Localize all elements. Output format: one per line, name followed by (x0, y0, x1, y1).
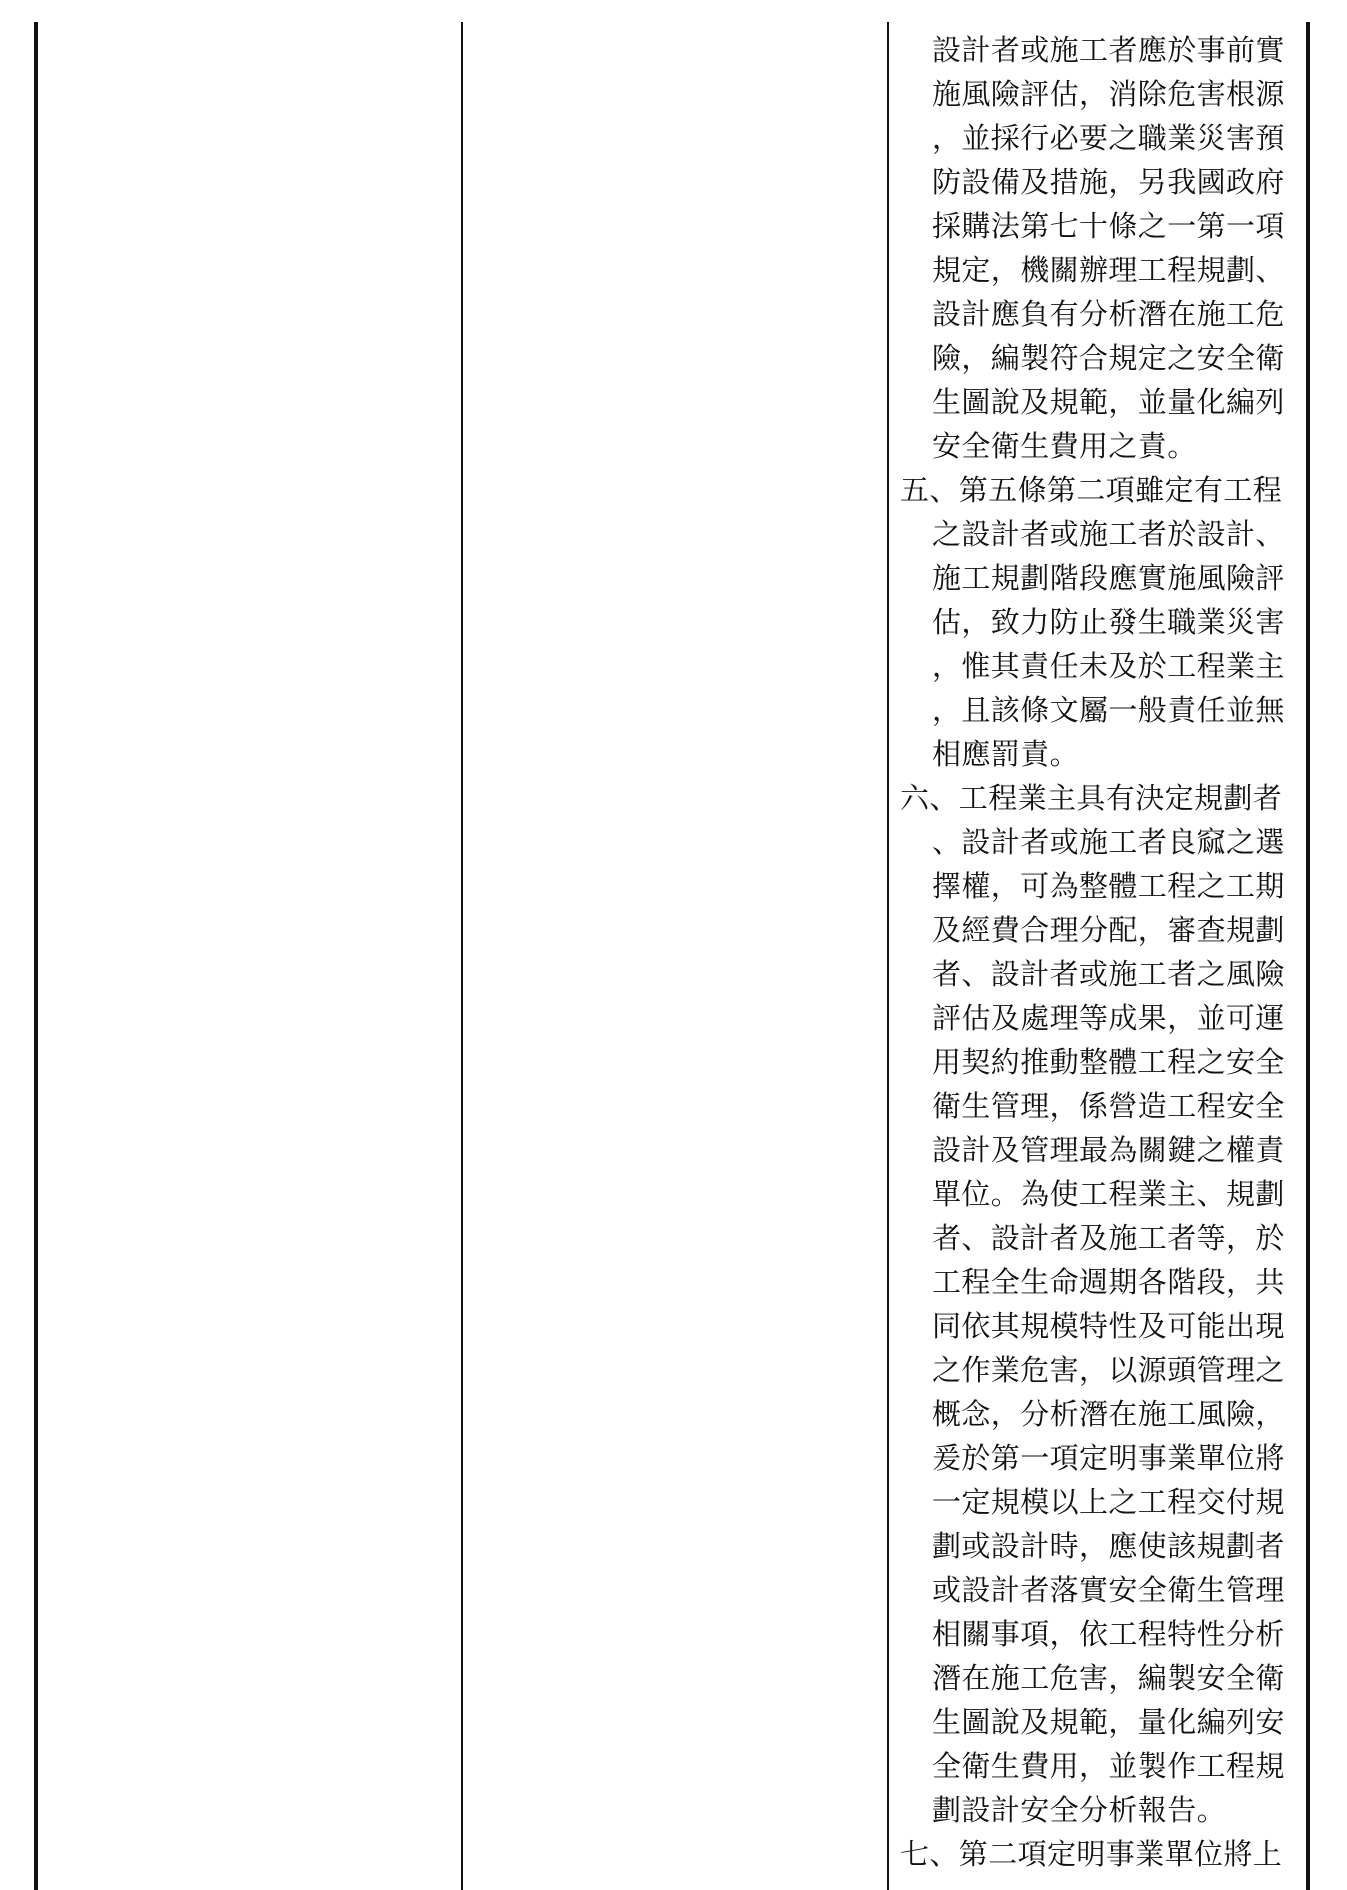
text-line: 全衛生費用，並製作工程規 (932, 1749, 1285, 1783)
text-line: 五、第五條第二項雖定有工程 (900, 473, 1283, 507)
text-line: 設計及管理最為關鍵之權責 (932, 1133, 1285, 1167)
explanation-column (900, 28, 1300, 1876)
text-line: 規定，機關辦理工程規劃、 (932, 253, 1285, 287)
text-line: 爰於第一項定明事業單位將 (932, 1441, 1285, 1475)
text-line: 六、工程業主具有決定規劃者 (900, 781, 1283, 815)
text-line: 劃或設計時，應使該規劃者 (932, 1529, 1285, 1563)
continuation-paragraph (900, 28, 1300, 468)
text-line: ，且該條文屬一般責任並無 (932, 693, 1285, 727)
text-line: 施工規劃階段應實施風險評 (932, 561, 1285, 595)
text-line: ，並採行必要之職業災害預 (932, 121, 1285, 155)
text-line: 概念，分析潛在施工風險， (932, 1397, 1285, 1431)
column-divider-1 (461, 22, 463, 1890)
text-line: 生圖說及規範，並量化編列 (932, 385, 1285, 419)
text-line: 施風險評估，消除危害根源 (932, 77, 1285, 111)
text-line: 劃設計安全分析報告。 (932, 1793, 1227, 1827)
text-line: 七、第二項定明事業單位將上 (900, 1837, 1283, 1871)
list-item-6 (900, 776, 1300, 1832)
text-line: 用契約推動整體工程之安全 (932, 1045, 1285, 1079)
text-line: 單位。為使工程業主、規劃 (932, 1177, 1285, 1211)
text-line: 衛生管理，係營造工程安全 (932, 1089, 1285, 1123)
list-item-7 (900, 1832, 1300, 1876)
text-line: ，惟其責任未及於工程業主 (932, 649, 1285, 683)
text-line: 設計者或施工者應於事前實 (932, 33, 1285, 67)
text-line: 估，致力防止發生職業災害 (932, 605, 1285, 639)
text-line: 及經費合理分配，審查規劃 (932, 913, 1285, 947)
text-line: 一定規模以上之工程交付規 (932, 1485, 1285, 1519)
text-line: 設計應負有分析潛在施工危 (932, 297, 1285, 331)
list-item-5 (900, 468, 1300, 776)
table-border-left (34, 22, 38, 1890)
text-line: 之作業危害，以源頭管理之 (932, 1353, 1285, 1387)
text-line: 工程全生命週期各階段，共 (932, 1265, 1285, 1299)
text-line: 者、設計者或施工者之風險 (932, 957, 1285, 991)
text-line: 者、設計者及施工者等，於 (932, 1221, 1285, 1255)
text-line: 險，編製符合規定之安全衛 (932, 341, 1285, 375)
text-line: 相關事項，依工程特性分析 (932, 1617, 1285, 1651)
text-line: 生圖說及規範，量化編列安 (932, 1705, 1285, 1739)
text-line: 或設計者落實安全衛生管理 (932, 1573, 1285, 1607)
text-line: 、設計者或施工者良窳之選 (932, 825, 1285, 859)
text-line: 同依其規模特性及可能出現 (932, 1309, 1285, 1343)
text-line: 防設備及措施，另我國政府 (932, 165, 1285, 199)
text-line: 採購法第七十條之一第一項 (932, 209, 1285, 243)
text-line: 擇權，可為整體工程之工期 (932, 869, 1285, 903)
text-line: 評估及處理等成果，並可運 (932, 1001, 1285, 1035)
text-line: 安全衛生費用之責。 (932, 429, 1197, 463)
text-line: 相應罰責。 (932, 737, 1080, 771)
text-line: 之設計者或施工者於設計、 (932, 517, 1285, 551)
text-line: 潛在施工危害，編製安全衛 (932, 1661, 1285, 1695)
column-divider-2 (887, 22, 889, 1890)
table-border-right (1306, 22, 1310, 1890)
